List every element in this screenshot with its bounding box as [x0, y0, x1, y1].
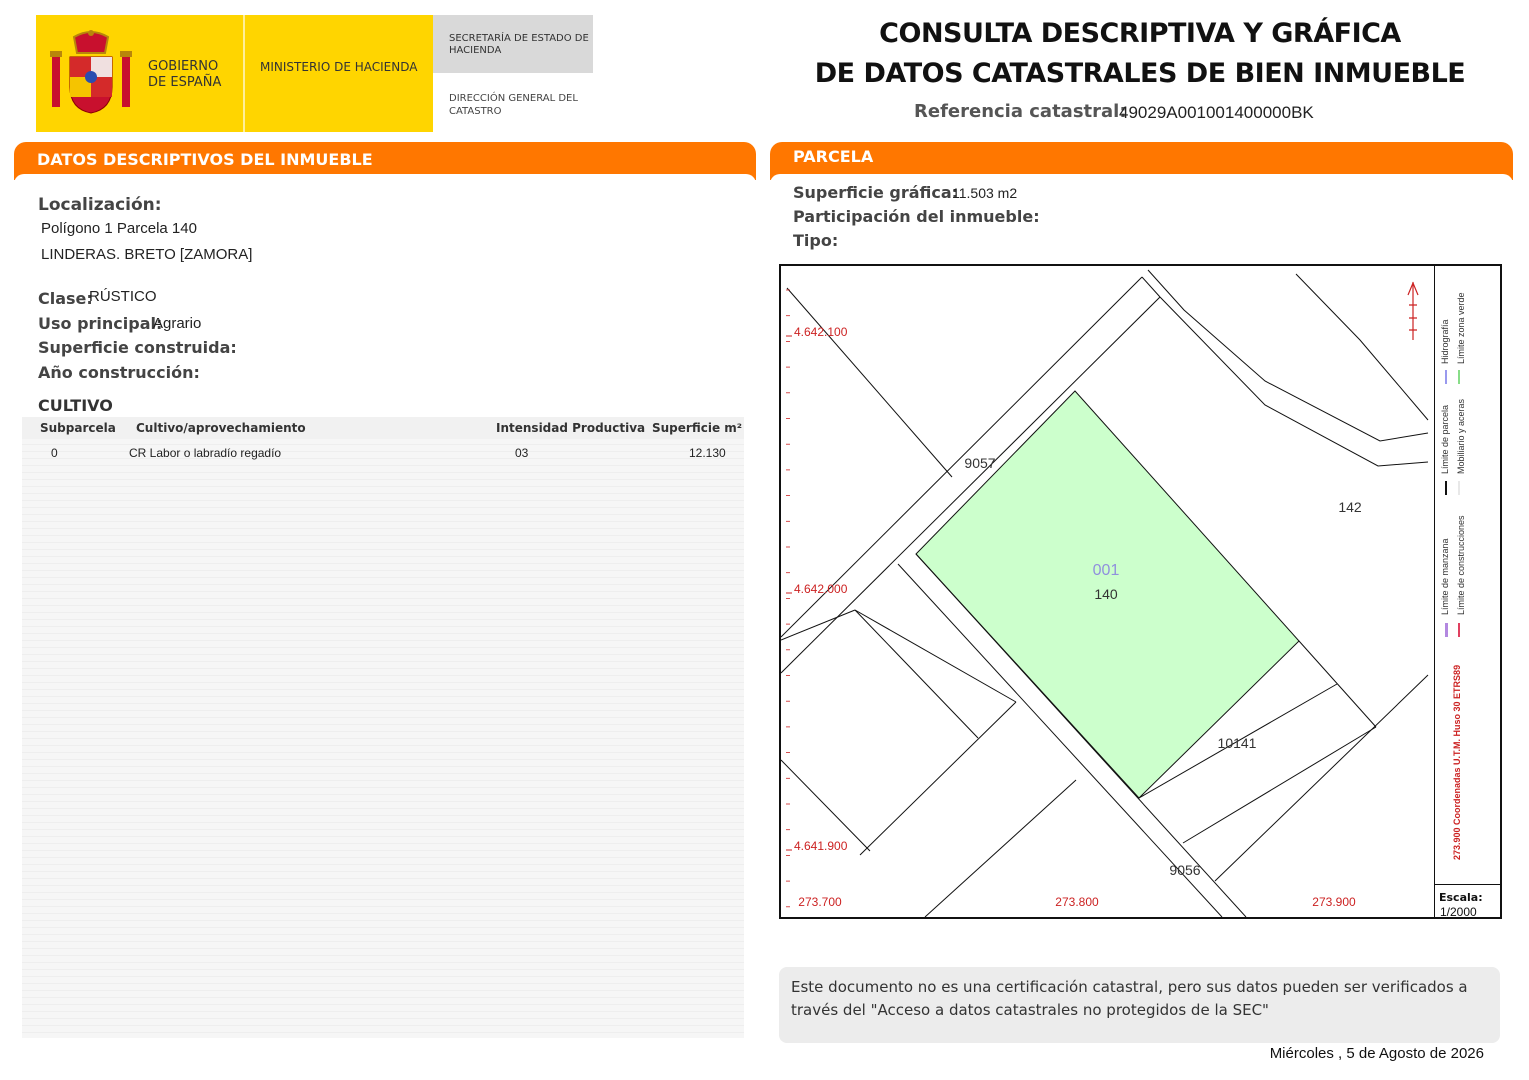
section-title-datos: DATOS DESCRIPTIVOS DEL INMUEBLE: [37, 150, 373, 169]
coat-of-arms-icon: [48, 27, 134, 117]
uso-value: Agrario: [153, 315, 202, 332]
parcel-label-9056: 9056: [1169, 862, 1201, 878]
localizacion-line-1: Polígono 1 Parcela 140: [41, 220, 197, 237]
coord-system-note: 273.900 Coordenadas U.T.M. Huso 30 ETRS89: [1452, 664, 1462, 860]
legend-label-parcela: Límite de parcela: [1440, 404, 1450, 474]
legend-label-mobiliario: Mobiliario y aceras: [1456, 398, 1466, 474]
subparcel-label: 001: [1092, 562, 1120, 579]
legend-swatch-parcela: [1445, 481, 1447, 495]
cell-subparcela: 0: [51, 446, 58, 460]
superficie-grafica-value: 11.503 m2: [952, 185, 1018, 201]
parcel-label-142: 142: [1338, 499, 1362, 515]
section-header-datos: [14, 142, 756, 180]
cultivo-table: [22, 417, 744, 1038]
legend-swatch-hidrografia: [1445, 370, 1447, 384]
col-header-subparcela: Subparcela: [40, 421, 116, 435]
referencia-label: Referencia catastral:: [914, 101, 1127, 122]
disclaimer-note: Este documento no es una certificación catastral, pero sus datos pueden ser verificados a través del "Acceso a datos catastrales no protegidos de la SEC": [779, 967, 1500, 1043]
cell-superficie: 12.130: [689, 446, 726, 460]
localizacion-label: Localización:: [38, 195, 162, 215]
scale-label: Escala:: [1439, 891, 1483, 904]
y-tick-label: 4.642.000: [794, 582, 848, 596]
north-arrow-icon: [1408, 282, 1418, 340]
ministerio-text: MINISTERIO DE HACIENDA: [260, 60, 418, 74]
tipo-label: Tipo:: [793, 231, 839, 250]
y-tick-label: 4.641.900: [794, 839, 848, 853]
legend-swatch-construcciones: [1458, 623, 1460, 637]
legend-label-manzana: Límite de manzana: [1440, 538, 1450, 615]
superficie-construida-label: Superficie construida:: [38, 338, 237, 357]
cadastral-map[interactable]: [781, 266, 1434, 917]
superficie-grafica-label: Superficie gráfica:: [793, 183, 959, 202]
parcel-label-10141: 10141: [1217, 735, 1257, 751]
x-tick-label: 273.700: [798, 895, 842, 909]
localizacion-line-2: LINDERAS. BRETO [ZAMORA]: [41, 246, 253, 263]
map-line: [855, 610, 978, 738]
cultivo-label: CULTIVO: [38, 396, 113, 415]
map-line: [1299, 641, 1376, 727]
gobierno-text: GOBIERNO DE ESPAÑA: [148, 59, 222, 90]
participacion-label: Participación del inmueble:: [793, 207, 1040, 226]
cell-cultivo: CR Labor o labradío regadío: [129, 446, 282, 460]
legend-label-zona-verde: Límite zona verde: [1456, 292, 1466, 364]
secretaria-text: SECRETARÍA DE ESTADO DE HACIENDA: [449, 33, 589, 56]
legend-label-construcciones: Límite de construcciones: [1456, 515, 1466, 615]
map-line: [1215, 675, 1428, 881]
map-line: [860, 702, 1016, 855]
uso-label: Uso principal:: [38, 314, 163, 333]
col-header-cultivo: Cultivo/aprovechamiento: [136, 421, 306, 435]
scale-value: 1/2000: [1440, 905, 1477, 919]
map-line: [781, 610, 855, 640]
parcel-label-140: 140: [1094, 586, 1118, 602]
referencia-value: 49029A001001400000BK: [1119, 103, 1314, 122]
map-line: [925, 780, 1076, 917]
section-title-parcela: PARCELA: [793, 147, 874, 166]
map-line: [1296, 274, 1428, 420]
cell-intensidad: 03: [515, 446, 529, 460]
map-line: [787, 288, 952, 477]
x-tick-label: 273.900: [1312, 895, 1356, 909]
section-header-parcela: [770, 142, 1513, 180]
map-line: [781, 760, 870, 851]
title-line-1: CONSULTA DESCRIPTIVA Y GRÁFICA: [879, 18, 1401, 49]
parcel-label-9057: 9057: [964, 455, 996, 471]
document-date: Miércoles , 5 de Agosto de 2026: [1269, 1045, 1484, 1062]
clase-label: Clase:: [38, 289, 93, 308]
legend-label-hidrografia: Hidrografía: [1440, 319, 1450, 364]
map-line: [1183, 727, 1376, 843]
col-header-superficie: Superficie m²: [652, 421, 743, 435]
col-header-intensidad: Intensidad Productiva: [496, 421, 646, 435]
direccion-text: DIRECCIÓN GENERAL DEL CATASTRO: [449, 93, 578, 117]
legend-swatch-mobiliario: [1458, 481, 1460, 495]
legend-swatch-zona-verde: [1458, 370, 1460, 384]
legend-swatch-manzana: [1445, 623, 1448, 637]
clase-value: RÚSTICO: [89, 288, 157, 305]
y-tick-label: 4.642.100: [794, 325, 848, 339]
page-title: [790, 14, 1490, 94]
ano-construccion-label: Año construcción:: [38, 363, 200, 382]
map-line: [1148, 270, 1428, 441]
map-line: [1160, 297, 1428, 466]
logo-divider: [243, 15, 245, 132]
x-tick-label: 273.800: [1055, 895, 1099, 909]
title-line-2: DE DATOS CATASTRALES DE BIEN INMUEBLE: [814, 58, 1466, 89]
